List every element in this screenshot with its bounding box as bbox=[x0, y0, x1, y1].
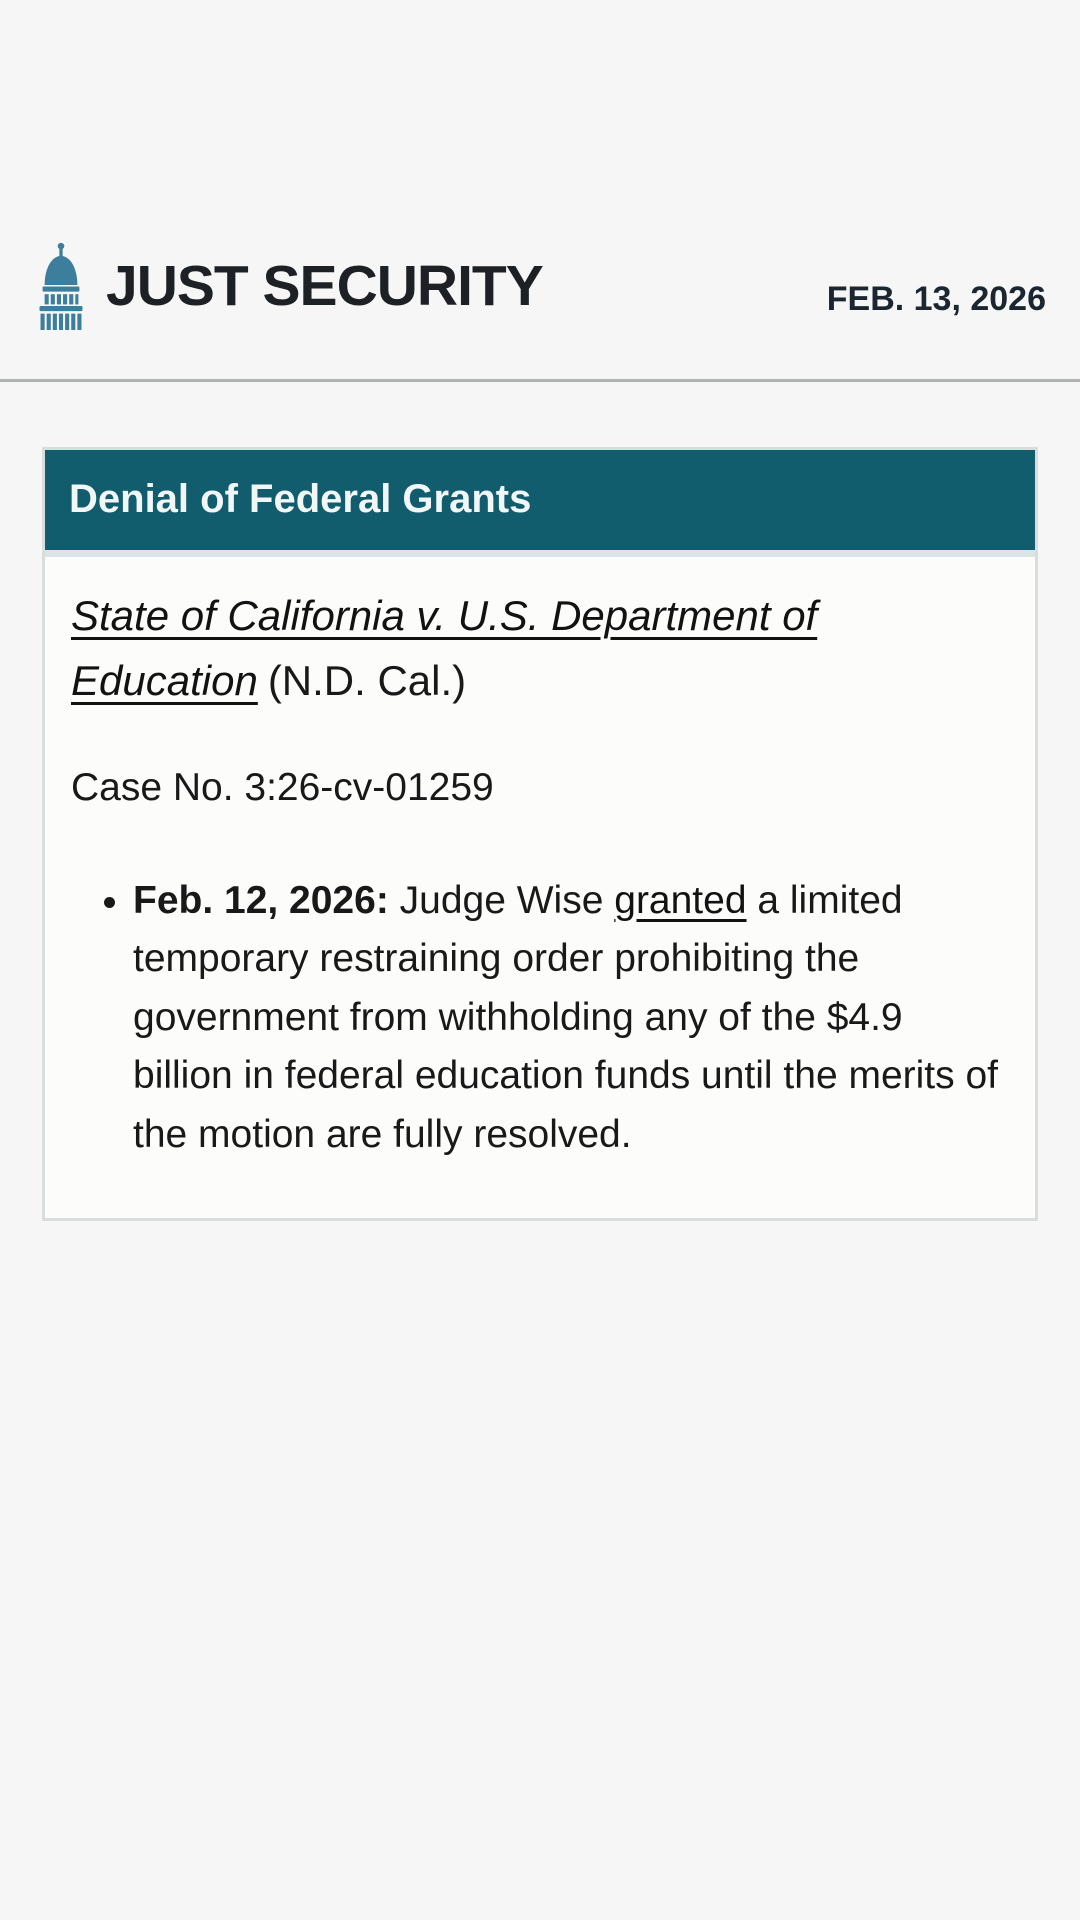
brand-name: JUST SECURITY bbox=[106, 254, 543, 318]
card-title: Denial of Federal Grants bbox=[69, 477, 532, 521]
card-body bbox=[45, 557, 1035, 1218]
case-name-link[interactable]: State of California v. U.S. Department of Education bbox=[71, 592, 818, 705]
case-card bbox=[42, 447, 1038, 1221]
capitol-dome-icon bbox=[36, 242, 86, 330]
card-header bbox=[45, 450, 1035, 557]
header-bar bbox=[36, 240, 1046, 332]
case-number: Case No. 3:26-cv-01259 bbox=[71, 766, 494, 810]
update-item bbox=[133, 872, 1009, 1165]
update-text-after-link: a limited temporary restraining order prohibiting the government from withholding any of the $4.9 billion in federal education funds until the merits of the motion are fully resolved. bbox=[133, 878, 999, 1156]
header-divider bbox=[0, 379, 1080, 382]
case-title bbox=[71, 583, 1009, 713]
header-date: FEB. 13, 2026 bbox=[826, 279, 1046, 318]
brand[interactable] bbox=[36, 242, 543, 330]
update-date-label: Feb. 12, 2026: bbox=[133, 878, 389, 922]
court-label: (N.D. Cal.) bbox=[267, 657, 467, 705]
granted-link[interactable]: granted bbox=[614, 878, 747, 922]
updates-list bbox=[71, 872, 1009, 1165]
update-text-before-link: Judge Wise bbox=[388, 878, 615, 922]
